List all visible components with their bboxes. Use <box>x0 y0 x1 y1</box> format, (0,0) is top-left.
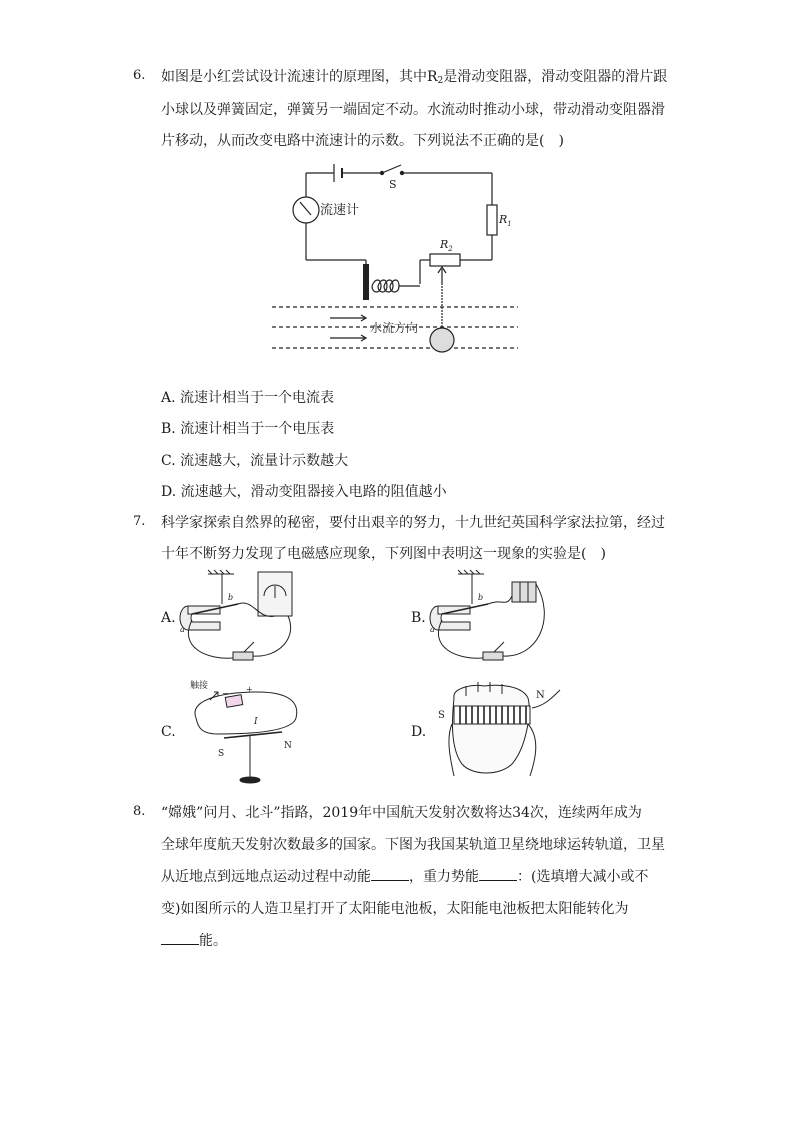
q8-line-1: “嫦娥”问月、北斗”指路，2019年中国航天发射次数将达34次，连续两年成为 <box>161 805 642 821</box>
svg-text:触接: 触接 <box>190 681 209 691</box>
r2-rheostat <box>430 254 460 266</box>
switch-a <box>233 652 253 660</box>
svg-text:b: b <box>478 593 484 602</box>
svg-text:N: N <box>284 741 292 751</box>
svg-text:S: S <box>438 710 445 721</box>
q6-number: 6. <box>133 68 146 83</box>
q7-label-d: D. <box>411 724 427 740</box>
switch-label: S <box>389 178 397 191</box>
wire-loop <box>195 692 297 734</box>
q6-option-d: D. 流速越大，滑动变阻器接入电路的阻值越小 <box>161 484 447 500</box>
q8-line-5 <box>161 930 227 950</box>
q7-figure-a <box>178 568 308 668</box>
q7-figure-c <box>188 678 304 790</box>
q7-label-c: C. <box>161 724 176 740</box>
q8-line-3a: 从近地点到远地点运动过程中动能 <box>161 869 371 885</box>
svg-text:+: + <box>246 685 253 694</box>
meter-label: 流速计 <box>320 203 360 218</box>
svg-text:b: b <box>228 593 234 602</box>
fixed-wall <box>363 264 369 300</box>
q6-line-1a: 如图是小红尝试设计流速计的原理图，其中R <box>161 69 438 85</box>
q6-line-2: 小球以及弹簧固定，弹簧另一端固定不动。水流动时推动小球，带动滑动变阻器滑 <box>161 102 665 118</box>
hand <box>452 685 529 773</box>
q6-r2-subscript: 2 <box>437 76 444 86</box>
q6-option-b: B. 流速计相当于一个电压表 <box>161 421 335 437</box>
svg-text:a: a <box>180 625 185 634</box>
q6-circuit-figure <box>270 160 520 385</box>
q7-line-2: 十年不断努力发现了电磁感应现象，下列图中表明这一现象的实验是( ) <box>161 546 606 562</box>
q7-figure-b <box>428 568 558 668</box>
q8-line-3b: ，重力势能 <box>409 869 479 885</box>
q6-line-1b: 是滑动变阻器，滑动变阻器的滑片跟 <box>443 69 668 85</box>
q7-figure-d <box>432 678 562 780</box>
flow-direction-label: 水流方向 <box>370 321 419 335</box>
q6-line-1 <box>161 66 667 86</box>
q8-line-4: 变)如图所示的人造卫星打开了太阳能电池板，太阳能电池板把太阳能转化为 <box>161 901 629 917</box>
q7-number: 7. <box>133 514 146 529</box>
q7-label-a: A. <box>161 610 176 626</box>
q8-blank-kinetic[interactable] <box>371 868 409 881</box>
svg-text:I: I <box>254 717 258 727</box>
q8-line-2: 全球年度航天发射次数最多的国家。下图为我国某轨道卫星绕地球运转轨道，卫星 <box>161 837 665 853</box>
r2-label: $R_2$ <box>440 238 453 253</box>
q7-label-b: B. <box>411 610 426 626</box>
svg-text:a: a <box>430 625 435 634</box>
q8-line-5a: 能。 <box>199 933 227 949</box>
r1-label: $R_1$ <box>499 213 512 228</box>
q7-line-1: 科学家探索自然界的秘密，要付出艰辛的努力，十九世纪英国科学家法拉第，经过 <box>161 515 665 531</box>
q8-line-3c: ：(选填增大减小或不 <box>517 869 649 885</box>
r1-resistor <box>487 205 497 235</box>
switch-blade <box>382 165 401 173</box>
q8-line-3 <box>161 866 648 886</box>
q6-line-3: 片移动，从而改变电路中流速计的示数。下列说法不正确的是( ) <box>161 133 564 149</box>
svg-text:−: − <box>222 689 229 698</box>
q6-option-a: A. 流速计相当于一个电流表 <box>161 390 335 406</box>
svg-text:N: N <box>536 690 545 701</box>
q8-blank-potential[interactable] <box>479 868 517 881</box>
spring <box>372 280 399 292</box>
svg-text:S: S <box>218 749 225 759</box>
q8-number: 8. <box>133 804 146 819</box>
q8-blank-energy[interactable] <box>161 932 199 945</box>
q6-option-c: C. 流速越大，流量计示数越大 <box>161 453 349 469</box>
battery-pack <box>528 582 536 602</box>
ball <box>430 328 454 352</box>
switch-b <box>483 652 503 660</box>
